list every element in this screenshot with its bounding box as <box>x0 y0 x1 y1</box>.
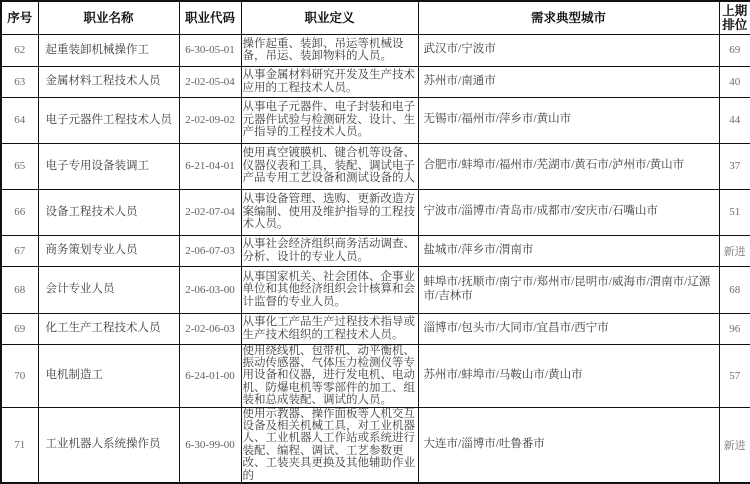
cell-occupation-definition: 从事化工产品生产过程技术指导或生产技术组织的工程技术人员。 <box>241 313 418 344</box>
header-definition: 职业定义 <box>241 1 418 34</box>
cell-occupation-definition: 从事国家机关、社会团体、企事业单位和其他经济组织会计核算和会计监督的专业人员。 <box>241 266 418 313</box>
cell-serial-number: 70 <box>1 344 38 407</box>
cell-occupation-name: 金属材料工程技术人员 <box>38 66 179 97</box>
table-header-row <box>1 1 750 34</box>
table-row <box>1 143 750 189</box>
cell-previous-rank: 40 <box>719 66 750 97</box>
cell-demand-cities: 苏州市/蚌埠市/马鞍山市/黄山市 <box>418 344 719 407</box>
cell-occupation-definition: 从事金属材料研究开发及生产技术应用的工程技术人员。 <box>241 66 418 97</box>
cell-demand-cities: 宁波市/淄博市/青岛市/成都市/安庆市/石嘴山市 <box>418 189 719 235</box>
cell-serial-number: 62 <box>1 34 38 66</box>
cell-occupation-name: 工业机器人系统操作员 <box>38 407 179 483</box>
cell-occupation-code: 6-21-04-01 <box>179 143 241 189</box>
table-row <box>1 66 750 97</box>
cell-previous-rank: 57 <box>719 344 750 407</box>
cell-previous-rank: 51 <box>719 189 750 235</box>
cell-occupation-name: 会计专业人员 <box>38 266 179 313</box>
cell-demand-cities: 武汉市/宁波市 <box>418 34 719 66</box>
cell-serial-number: 64 <box>1 97 38 143</box>
cell-occupation-name: 化工生产工程技术人员 <box>38 313 179 344</box>
cell-occupation-definition: 使用示教器、操作面板等人机交互设备及相关机械工具，对工业机器人、工业机器人工作站或系统进行装配、编程、调试、工艺参数更改、工装夹具更换及其他辅助作业的 <box>241 407 418 483</box>
cell-demand-cities: 苏州市/南通市 <box>418 66 719 97</box>
cell-occupation-code: 2-06-03-00 <box>179 266 241 313</box>
cell-occupation-name: 电机制造工 <box>38 344 179 407</box>
cell-serial-number: 69 <box>1 313 38 344</box>
cell-serial-number: 67 <box>1 235 38 266</box>
table-row <box>1 266 750 313</box>
table-row <box>1 344 750 407</box>
header-cities: 需求典型城市 <box>418 1 719 34</box>
cell-occupation-code: 2-06-07-03 <box>179 235 241 266</box>
cell-serial-number: 68 <box>1 266 38 313</box>
table-row <box>1 313 750 344</box>
cell-serial-number: 65 <box>1 143 38 189</box>
cell-serial-number: 66 <box>1 189 38 235</box>
table-row <box>1 407 750 483</box>
cell-occupation-code: 2-02-07-04 <box>179 189 241 235</box>
cell-occupation-definition: 操作起重、装卸、吊运等机械设备，吊运、装卸物料的人员。 <box>241 34 418 66</box>
cell-previous-rank: 新进 <box>719 235 750 266</box>
cell-demand-cities: 蚌埠市/抚顺市/南宁市/郑州市/昆明市/威海市/渭南市/辽源市/吉林市 <box>418 266 719 313</box>
cell-occupation-code: 2-02-05-04 <box>179 66 241 97</box>
cell-occupation-code: 6-24-01-00 <box>179 344 241 407</box>
cell-previous-rank: 37 <box>719 143 750 189</box>
cell-occupation-code: 2-02-09-02 <box>179 97 241 143</box>
cell-occupation-definition: 使用真空镀膜机、键合机等设备、仪器仪表和工具，装配、调试电子产品专用工艺设备和测试设备的人 <box>241 143 418 189</box>
cell-serial-number: 71 <box>1 407 38 483</box>
cell-occupation-definition: 从事电子元器件、电子封装和电子元器件试验与检测研发、设计、生产指导的工程技术人员。 <box>241 97 418 143</box>
table-row <box>1 235 750 266</box>
header-code: 职业代码 <box>179 1 241 34</box>
cell-occupation-code: 6-30-05-01 <box>179 34 241 66</box>
table-body <box>1 34 750 483</box>
cell-occupation-code: 2-02-06-03 <box>179 313 241 344</box>
cell-demand-cities: 无锡市/福州市/萍乡市/黄山市 <box>418 97 719 143</box>
cell-occupation-name: 起重装卸机械操作工 <box>38 34 179 66</box>
cell-occupation-name: 电子元器件工程技术人员 <box>38 97 179 143</box>
cell-previous-rank: 96 <box>719 313 750 344</box>
cell-demand-cities: 合肥市/蚌埠市/福州市/芜湖市/黄石市/泸州市/黄山市 <box>418 143 719 189</box>
cell-serial-number: 63 <box>1 66 38 97</box>
header-name: 职业名称 <box>38 1 179 34</box>
cell-occupation-name: 设备工程技术人员 <box>38 189 179 235</box>
cell-previous-rank: 69 <box>719 34 750 66</box>
cell-occupation-name: 电子专用设备装调工 <box>38 143 179 189</box>
cell-occupation-definition: 从事设备管理、选购、更新改造方案编制、使用及维护指导的工程技术人员。 <box>241 189 418 235</box>
cell-previous-rank: 44 <box>719 97 750 143</box>
cell-occupation-definition: 使用绕线机、包带机、动平衡机、振动传感器、气体压力检测仪等专用设备和仪器，进行发电机、电动机、防爆电机等零部件的加工、组装和总成装配、调试的人员。 <box>241 344 418 407</box>
cell-demand-cities: 淄博市/包头市/大同市/宜昌市/西宁市 <box>418 313 719 344</box>
cell-previous-rank: 68 <box>719 266 750 313</box>
header-no: 序号 <box>1 1 38 34</box>
cell-occupation-code: 6-30-99-00 <box>179 407 241 483</box>
cell-demand-cities: 盐城市/萍乡市/渭南市 <box>418 235 719 266</box>
cell-previous-rank: 新进 <box>719 407 750 483</box>
header-prev-rank: 上期排位 <box>719 1 750 34</box>
table-row <box>1 97 750 143</box>
cell-occupation-name: 商务策划专业人员 <box>38 235 179 266</box>
table-row <box>1 189 750 235</box>
cell-demand-cities: 大连市/淄博市/吐鲁番市 <box>418 407 719 483</box>
cell-occupation-definition: 从事社会经济组织商务活动调查、分析、设计的专业人员。 <box>241 235 418 266</box>
table-row <box>1 34 750 66</box>
